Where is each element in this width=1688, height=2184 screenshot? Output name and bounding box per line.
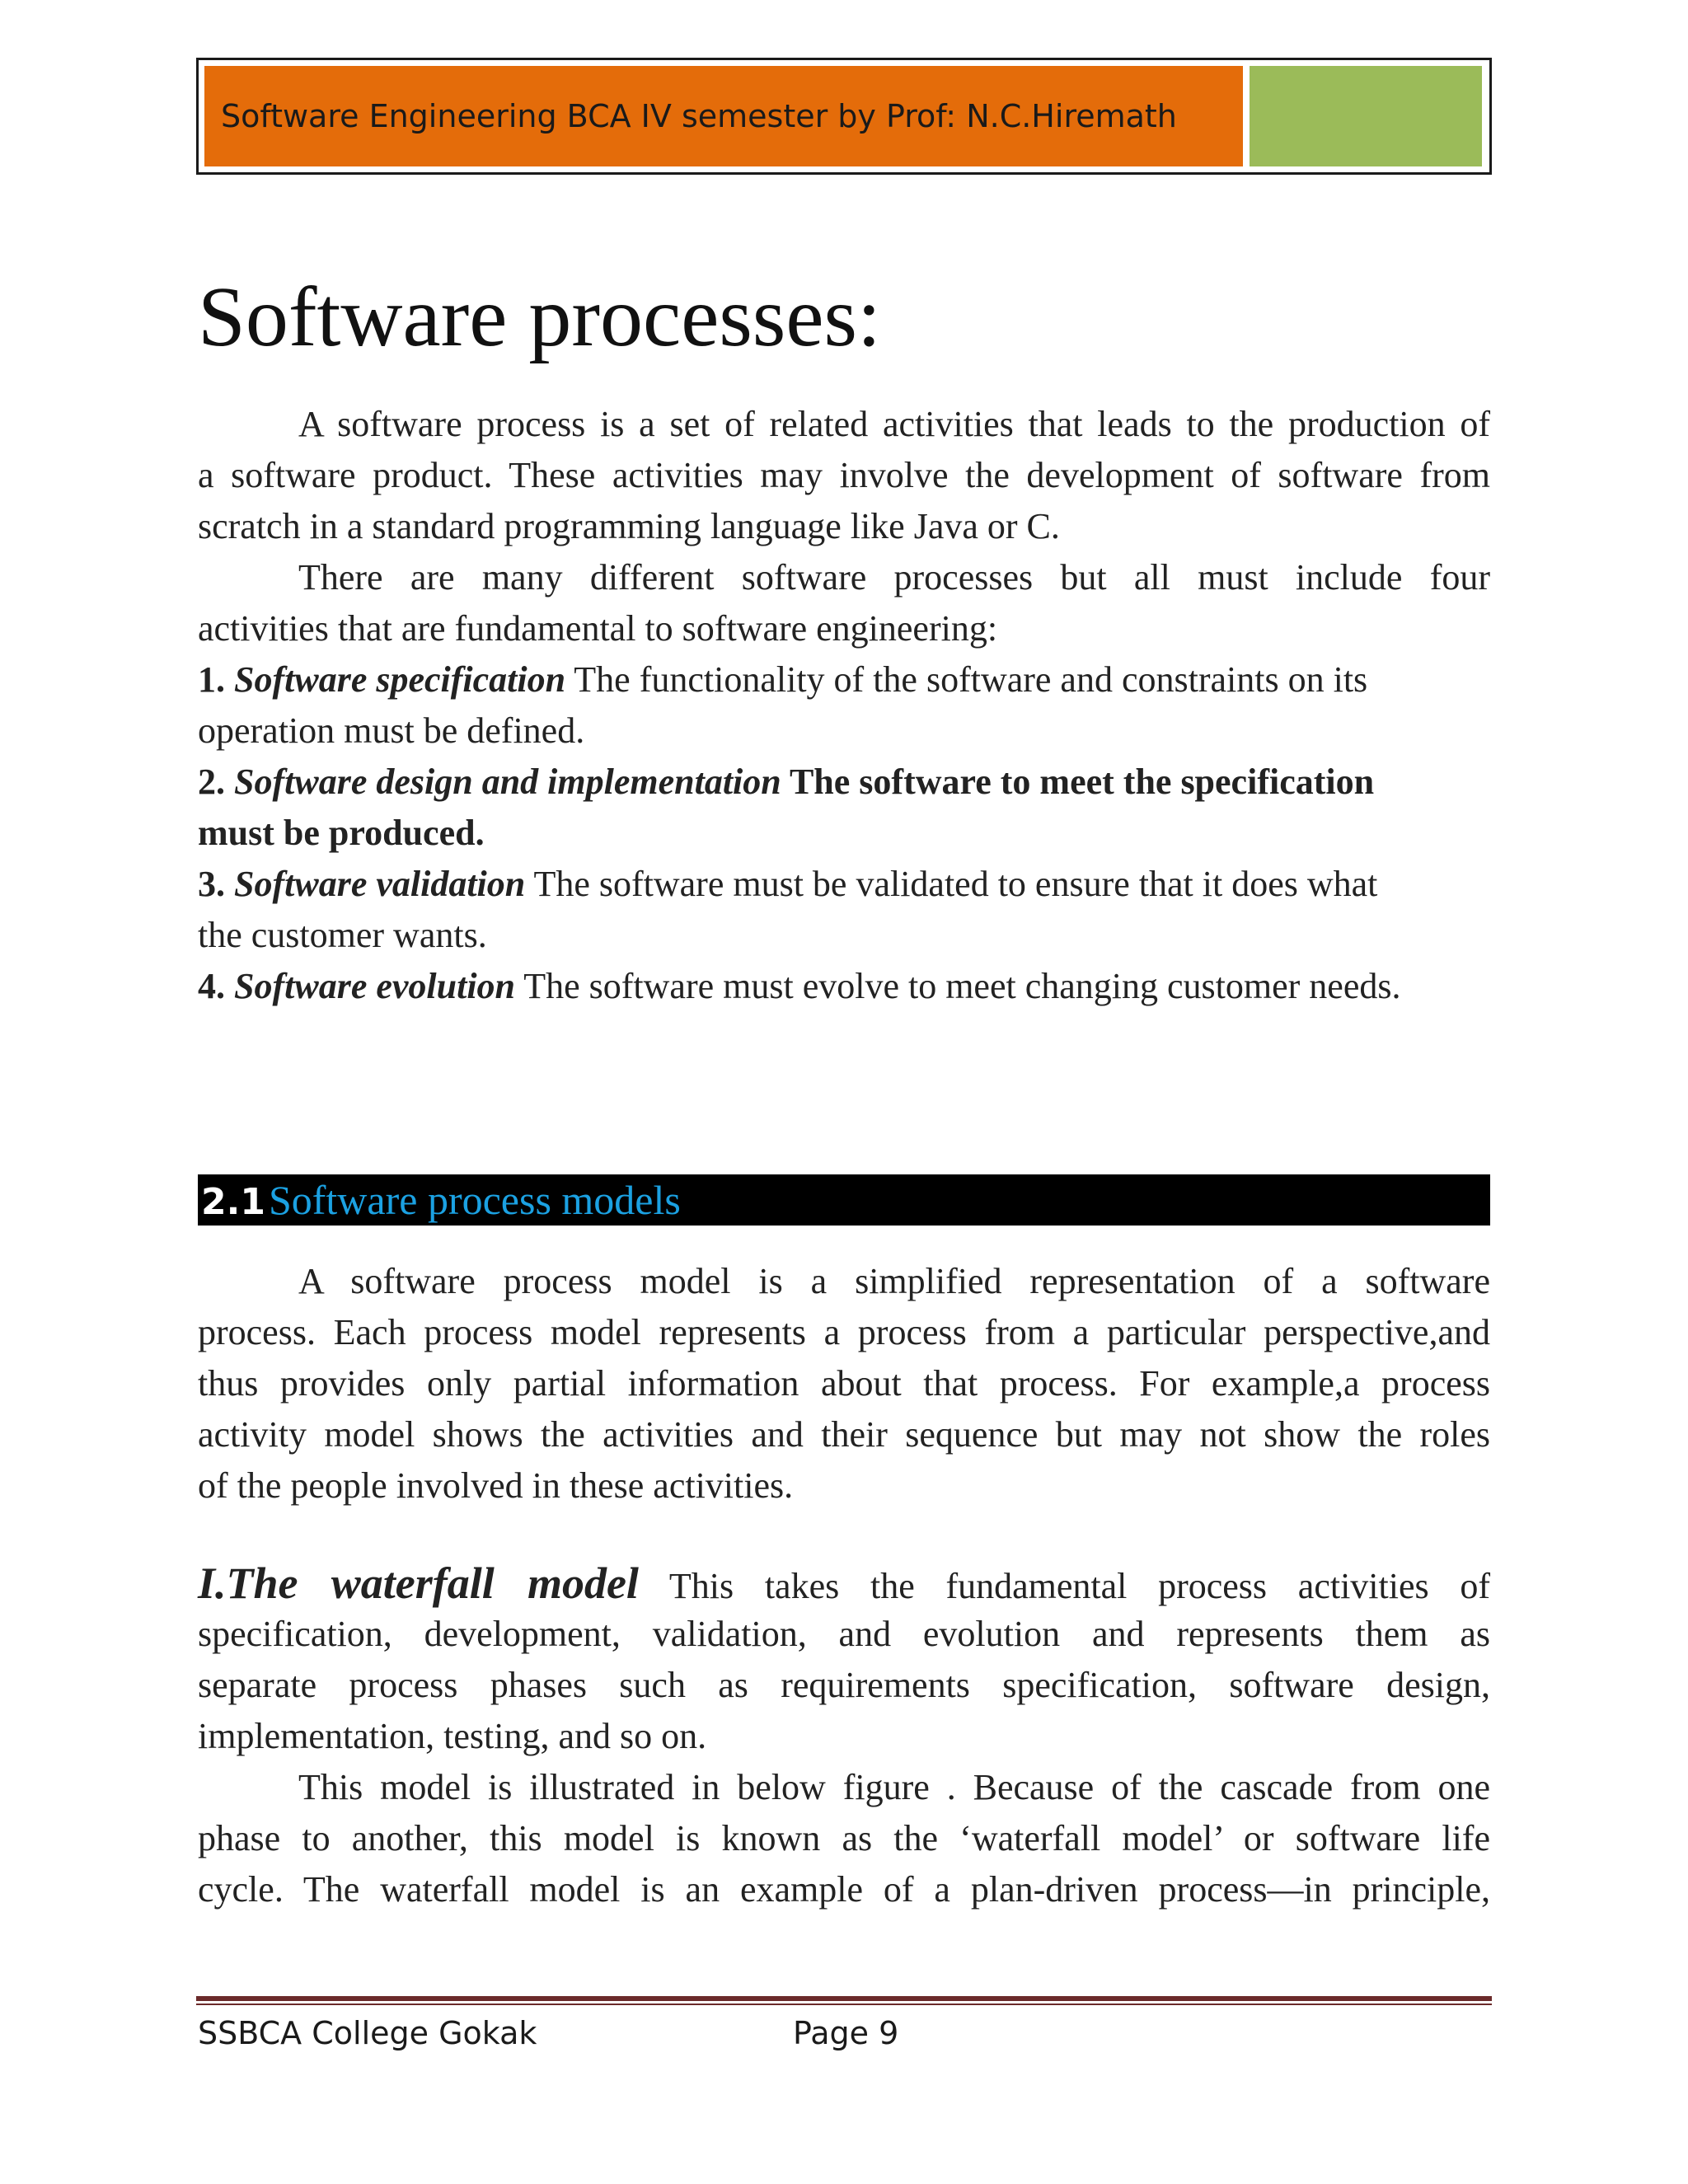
activity-number: 2. (198, 762, 225, 802)
activity-text: The functionality of the software and constraints on its (565, 659, 1368, 700)
activity-text: The software to meet the specification (781, 762, 1375, 802)
activity-item (198, 654, 1490, 705)
intro-line: activities that are fundamental to software engineering: (198, 608, 998, 649)
page-header (196, 58, 1492, 175)
waterfall-line: specification, development, validation, and evolution and represents them as (198, 1614, 1490, 1654)
footer-college: SSBCA College Gokak (198, 2015, 537, 2051)
activity-name: Software evolution (234, 966, 516, 1006)
waterfall-line: implementation, testing, and so on. (198, 1716, 707, 1756)
activity-number: 1. (198, 659, 225, 700)
waterfall-line: separate process phases such as requirements specification, software design, (198, 1665, 1490, 1705)
models-line: thus provides only partial information about that process. For example,a process (198, 1363, 1490, 1404)
footer-rule (196, 1996, 1492, 2001)
section-title: Software process models (268, 1177, 681, 1223)
waterfall-heading: I.The waterfall model (198, 1558, 639, 1608)
waterfall-line: cycle. The waterfall model is an example of a plan-driven process—in principle, (198, 1869, 1490, 1910)
intro-line: a software product. These activities may involve the development of software from (198, 455, 1490, 495)
activity-item (198, 757, 1490, 808)
waterfall-line: This model is illustrated in below figure . Because of the cascade from one (298, 1767, 1490, 1807)
activity-item (198, 859, 1490, 910)
activity-number: 3. (198, 864, 225, 904)
activity-text: The software must be validated to ensure that it does what (525, 864, 1378, 904)
page-number: Page 9 (793, 2015, 899, 2051)
waterfall-line: phase to another, this model is known as the ‘waterfall model’ or software life (198, 1818, 1490, 1858)
activity-continuation: the customer wants. (198, 915, 487, 955)
header-accent-block (1250, 66, 1482, 166)
footer-rule-thin (196, 2004, 1492, 2005)
models-line: activity model shows the activities and their sequence but may not show the roles (198, 1414, 1490, 1455)
intro-line: There are many different software processes but all must include four (298, 557, 1490, 598)
activity-number: 4. (198, 966, 225, 1006)
section-number: 2.1 (201, 1181, 265, 1223)
activity-continuation: must be produced. (198, 813, 485, 853)
activity-name: Software design and implementation (234, 762, 781, 802)
waterfall-intro (198, 1556, 1490, 1610)
activity-name: Software specification (234, 659, 566, 700)
activity-text: The software must evolve to meet changing customer needs. (515, 966, 1401, 1006)
intro-line: A software process is a set of related activities that leads to the production of (298, 404, 1490, 444)
section-heading (198, 1174, 1490, 1226)
activity-continuation: operation must be defined. (198, 710, 585, 751)
waterfall-text: This takes the fundamental process activities of (638, 1566, 1491, 1606)
activity-name: Software validation (234, 864, 526, 904)
page-title: Software processes: (198, 269, 881, 364)
models-line: of the people involved in these activities. (198, 1465, 794, 1506)
intro-line: scratch in a standard programming language like Java or C. (198, 506, 1060, 546)
header-title: Software Engineering BCA IV semester by Prof: N.C.Hiremath (204, 66, 1243, 166)
activity-item (198, 961, 1490, 1012)
models-line: process. Each process model represents a process from a particular perspective,and (198, 1312, 1490, 1352)
models-line: A software process model is a simplified representation of a software (298, 1261, 1490, 1301)
